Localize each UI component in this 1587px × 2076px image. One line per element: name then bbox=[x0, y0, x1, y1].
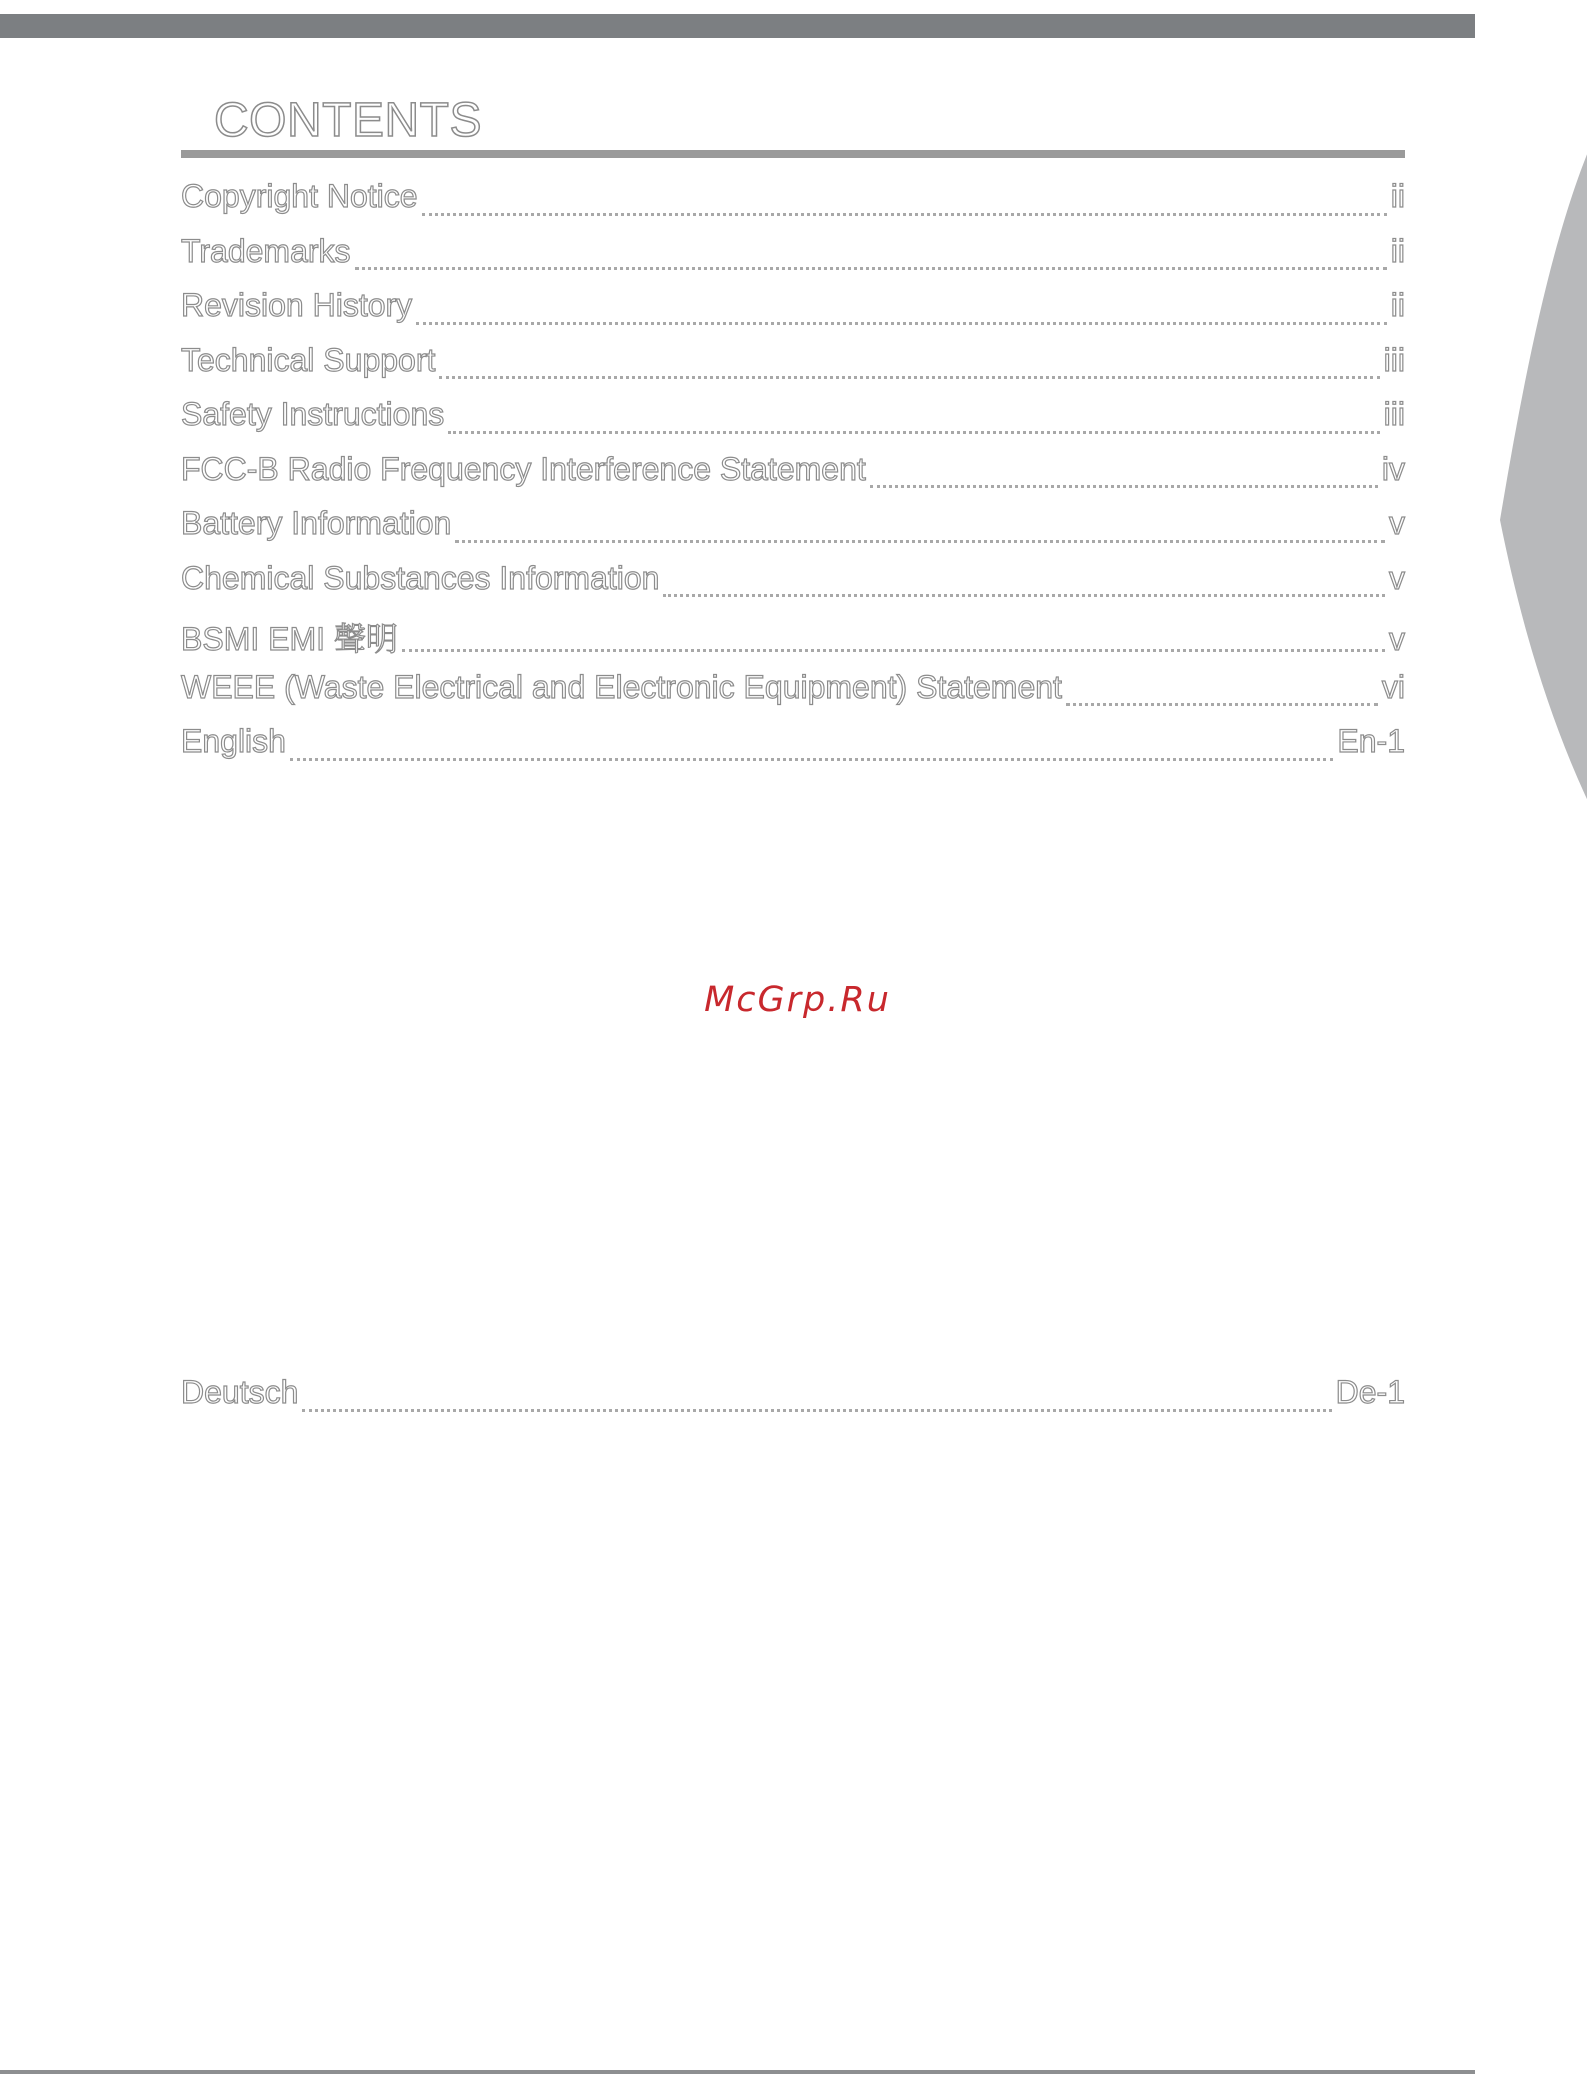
footer-rule bbox=[0, 2070, 1475, 2074]
toc-entry-weee-statement[interactable] bbox=[181, 669, 1405, 724]
dot-leader bbox=[416, 322, 1387, 325]
title-divider bbox=[181, 150, 1405, 158]
dot-leader bbox=[402, 649, 1385, 652]
toc-entry-label: Trademarks bbox=[181, 232, 351, 269]
toc-entry-bsmi-emi[interactable] bbox=[181, 614, 1405, 669]
toc-entry-copyright-notice[interactable] bbox=[181, 178, 1405, 233]
toc-entry-page: v bbox=[1389, 621, 1405, 657]
toc-entry-label: Chemical Substances Information bbox=[181, 559, 660, 596]
toc-entry-page: ii bbox=[1390, 232, 1405, 269]
toc-entry-label: BSMI EMI 聲明 bbox=[181, 621, 398, 657]
page-title: CONTENTS bbox=[214, 94, 482, 147]
toc-entry-label: Safety Instructions bbox=[181, 396, 445, 432]
toc-entry-battery-information[interactable] bbox=[181, 505, 1405, 560]
toc-entry-label: English bbox=[181, 723, 286, 759]
toc-entry-label: Copyright Notice bbox=[181, 178, 418, 214]
toc-entry-page: iii bbox=[1383, 341, 1405, 378]
toc-entry-page: De-1 bbox=[1335, 1374, 1405, 1410]
toc-entry-deutsch[interactable] bbox=[181, 1374, 1405, 1429]
toc-entry-page: ii bbox=[1390, 178, 1405, 214]
toc-entry-chemical-substances[interactable] bbox=[181, 560, 1405, 615]
dot-leader bbox=[870, 485, 1378, 488]
toc-entry-revision-history[interactable] bbox=[181, 287, 1405, 342]
toc-entry-safety-instructions[interactable] bbox=[181, 396, 1405, 451]
toc-entry-page: v bbox=[1389, 559, 1405, 596]
toc-list-secondary bbox=[181, 1374, 1405, 1429]
dot-leader bbox=[290, 758, 1333, 761]
dot-leader bbox=[422, 213, 1387, 216]
dot-leader bbox=[455, 540, 1385, 543]
dot-leader bbox=[448, 431, 1379, 434]
toc-entry-trademarks[interactable] bbox=[181, 233, 1405, 288]
toc-entry-label: Battery Information bbox=[181, 505, 452, 541]
toc-entry-label: FCC-B Radio Frequency Interference Statement bbox=[181, 450, 866, 487]
dot-leader bbox=[439, 376, 1379, 379]
toc-entry-fcc-statement[interactable] bbox=[181, 451, 1405, 506]
dot-leader bbox=[355, 267, 1387, 270]
side-tab-shape bbox=[1500, 60, 1587, 940]
dot-leader bbox=[663, 594, 1385, 597]
watermark: McGrp.Ru bbox=[704, 980, 891, 1020]
toc-list bbox=[181, 178, 1405, 778]
toc-entry-page: iv bbox=[1381, 450, 1405, 487]
toc-entry-label: Deutsch bbox=[181, 1374, 299, 1410]
toc-entry-label: Revision History bbox=[181, 287, 413, 323]
toc-entry-page: v bbox=[1389, 505, 1405, 541]
dot-leader bbox=[302, 1409, 1331, 1412]
toc-entry-english[interactable] bbox=[181, 723, 1405, 778]
header-bar bbox=[0, 14, 1475, 38]
side-tab bbox=[1470, 20, 1587, 940]
toc-entry-page: En-1 bbox=[1337, 723, 1405, 759]
dot-leader bbox=[1066, 703, 1378, 706]
toc-entry-page: ii bbox=[1390, 287, 1405, 323]
toc-entry-label: Technical Support bbox=[181, 341, 436, 378]
toc-entry-label: WEEE (Waste Electrical and Electronic Equipment) Statement bbox=[181, 668, 1062, 705]
toc-entry-page: iii bbox=[1383, 396, 1405, 432]
toc-entry-page: vi bbox=[1381, 668, 1405, 705]
toc-entry-technical-support[interactable] bbox=[181, 342, 1405, 397]
